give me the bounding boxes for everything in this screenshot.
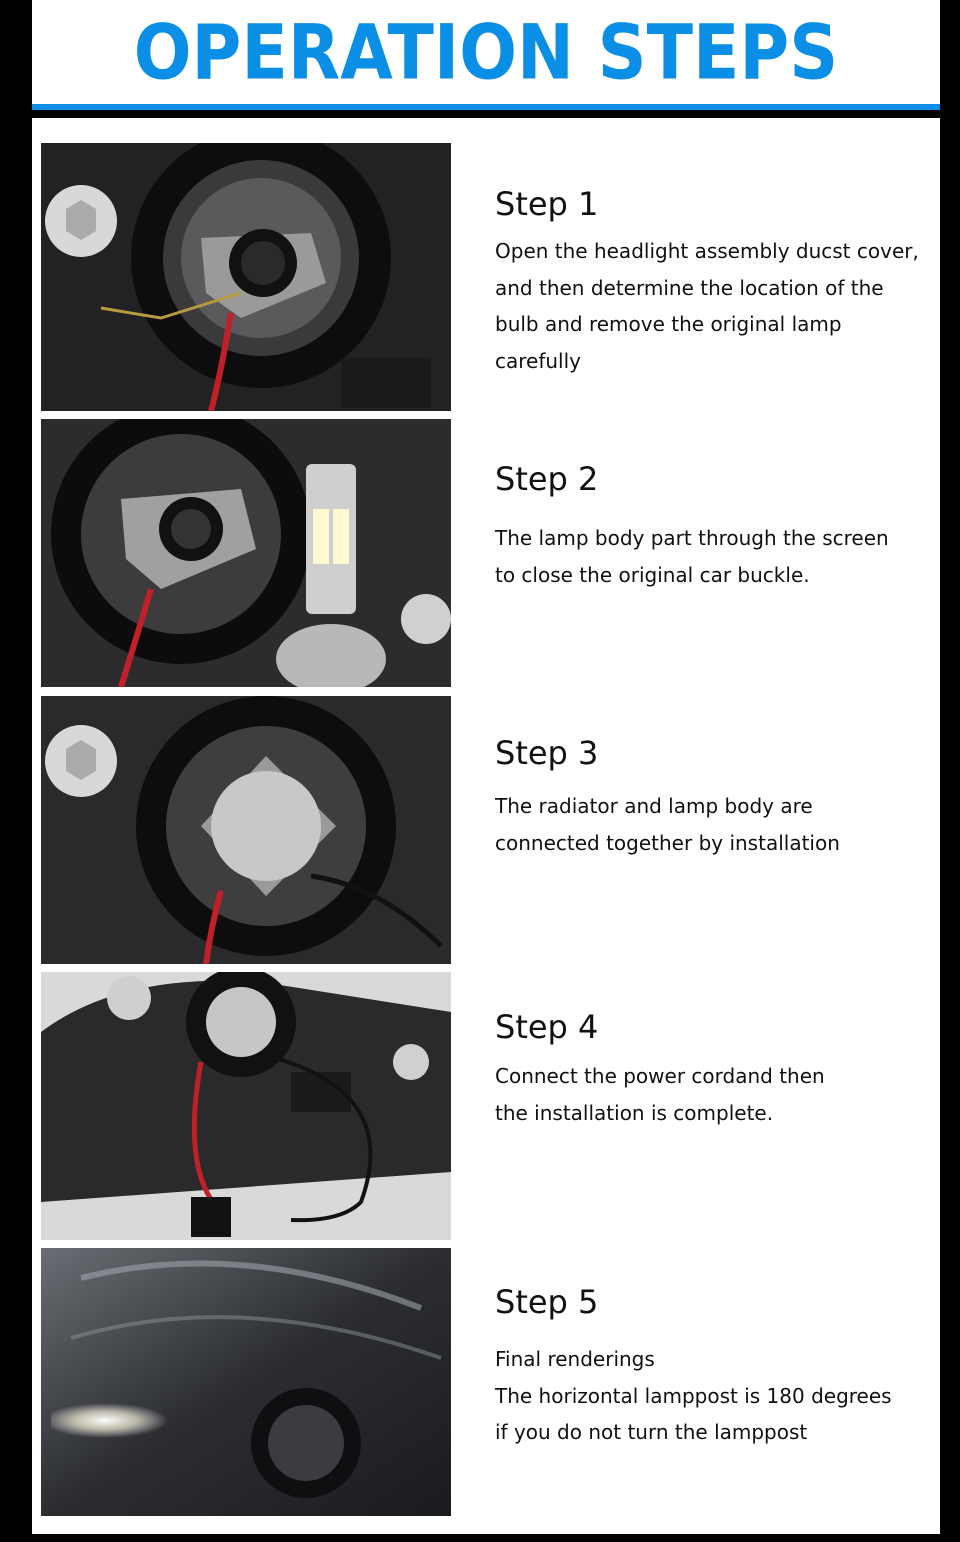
step-2-title: Step 2 [495, 460, 599, 498]
step-5-photo [41, 1248, 451, 1516]
step-1-description: Open the headlight assembly ducst cover, and then determine the location of the bulb and remove the original lamp carefully [495, 239, 919, 373]
step-3-title: Step 3 [495, 734, 599, 772]
header-divider [32, 104, 940, 110]
step-5-title: Step 5 [495, 1283, 599, 1321]
step-3-photo [41, 696, 451, 964]
step-4-title: Step 4 [495, 1008, 599, 1046]
step-3-description: The radiator and lamp body are connected together by installation [495, 794, 840, 855]
step-2-description: The lamp body part through the screen to close the original car buckle. [495, 526, 889, 587]
step-5-description: Final renderings The horizontal lamppost is 180 degrees if you do not turn the lamppost [495, 1347, 892, 1444]
step-2-photo [41, 419, 451, 687]
step-4-photo [41, 972, 451, 1240]
step-1-title: Step 1 [495, 185, 599, 223]
step-4-description: Connect the power cordand then the installation is complete. [495, 1064, 825, 1125]
header-banner [32, 0, 940, 104]
step-1-photo [41, 143, 451, 411]
page-title: OPERATION STEPS [133, 9, 839, 98]
